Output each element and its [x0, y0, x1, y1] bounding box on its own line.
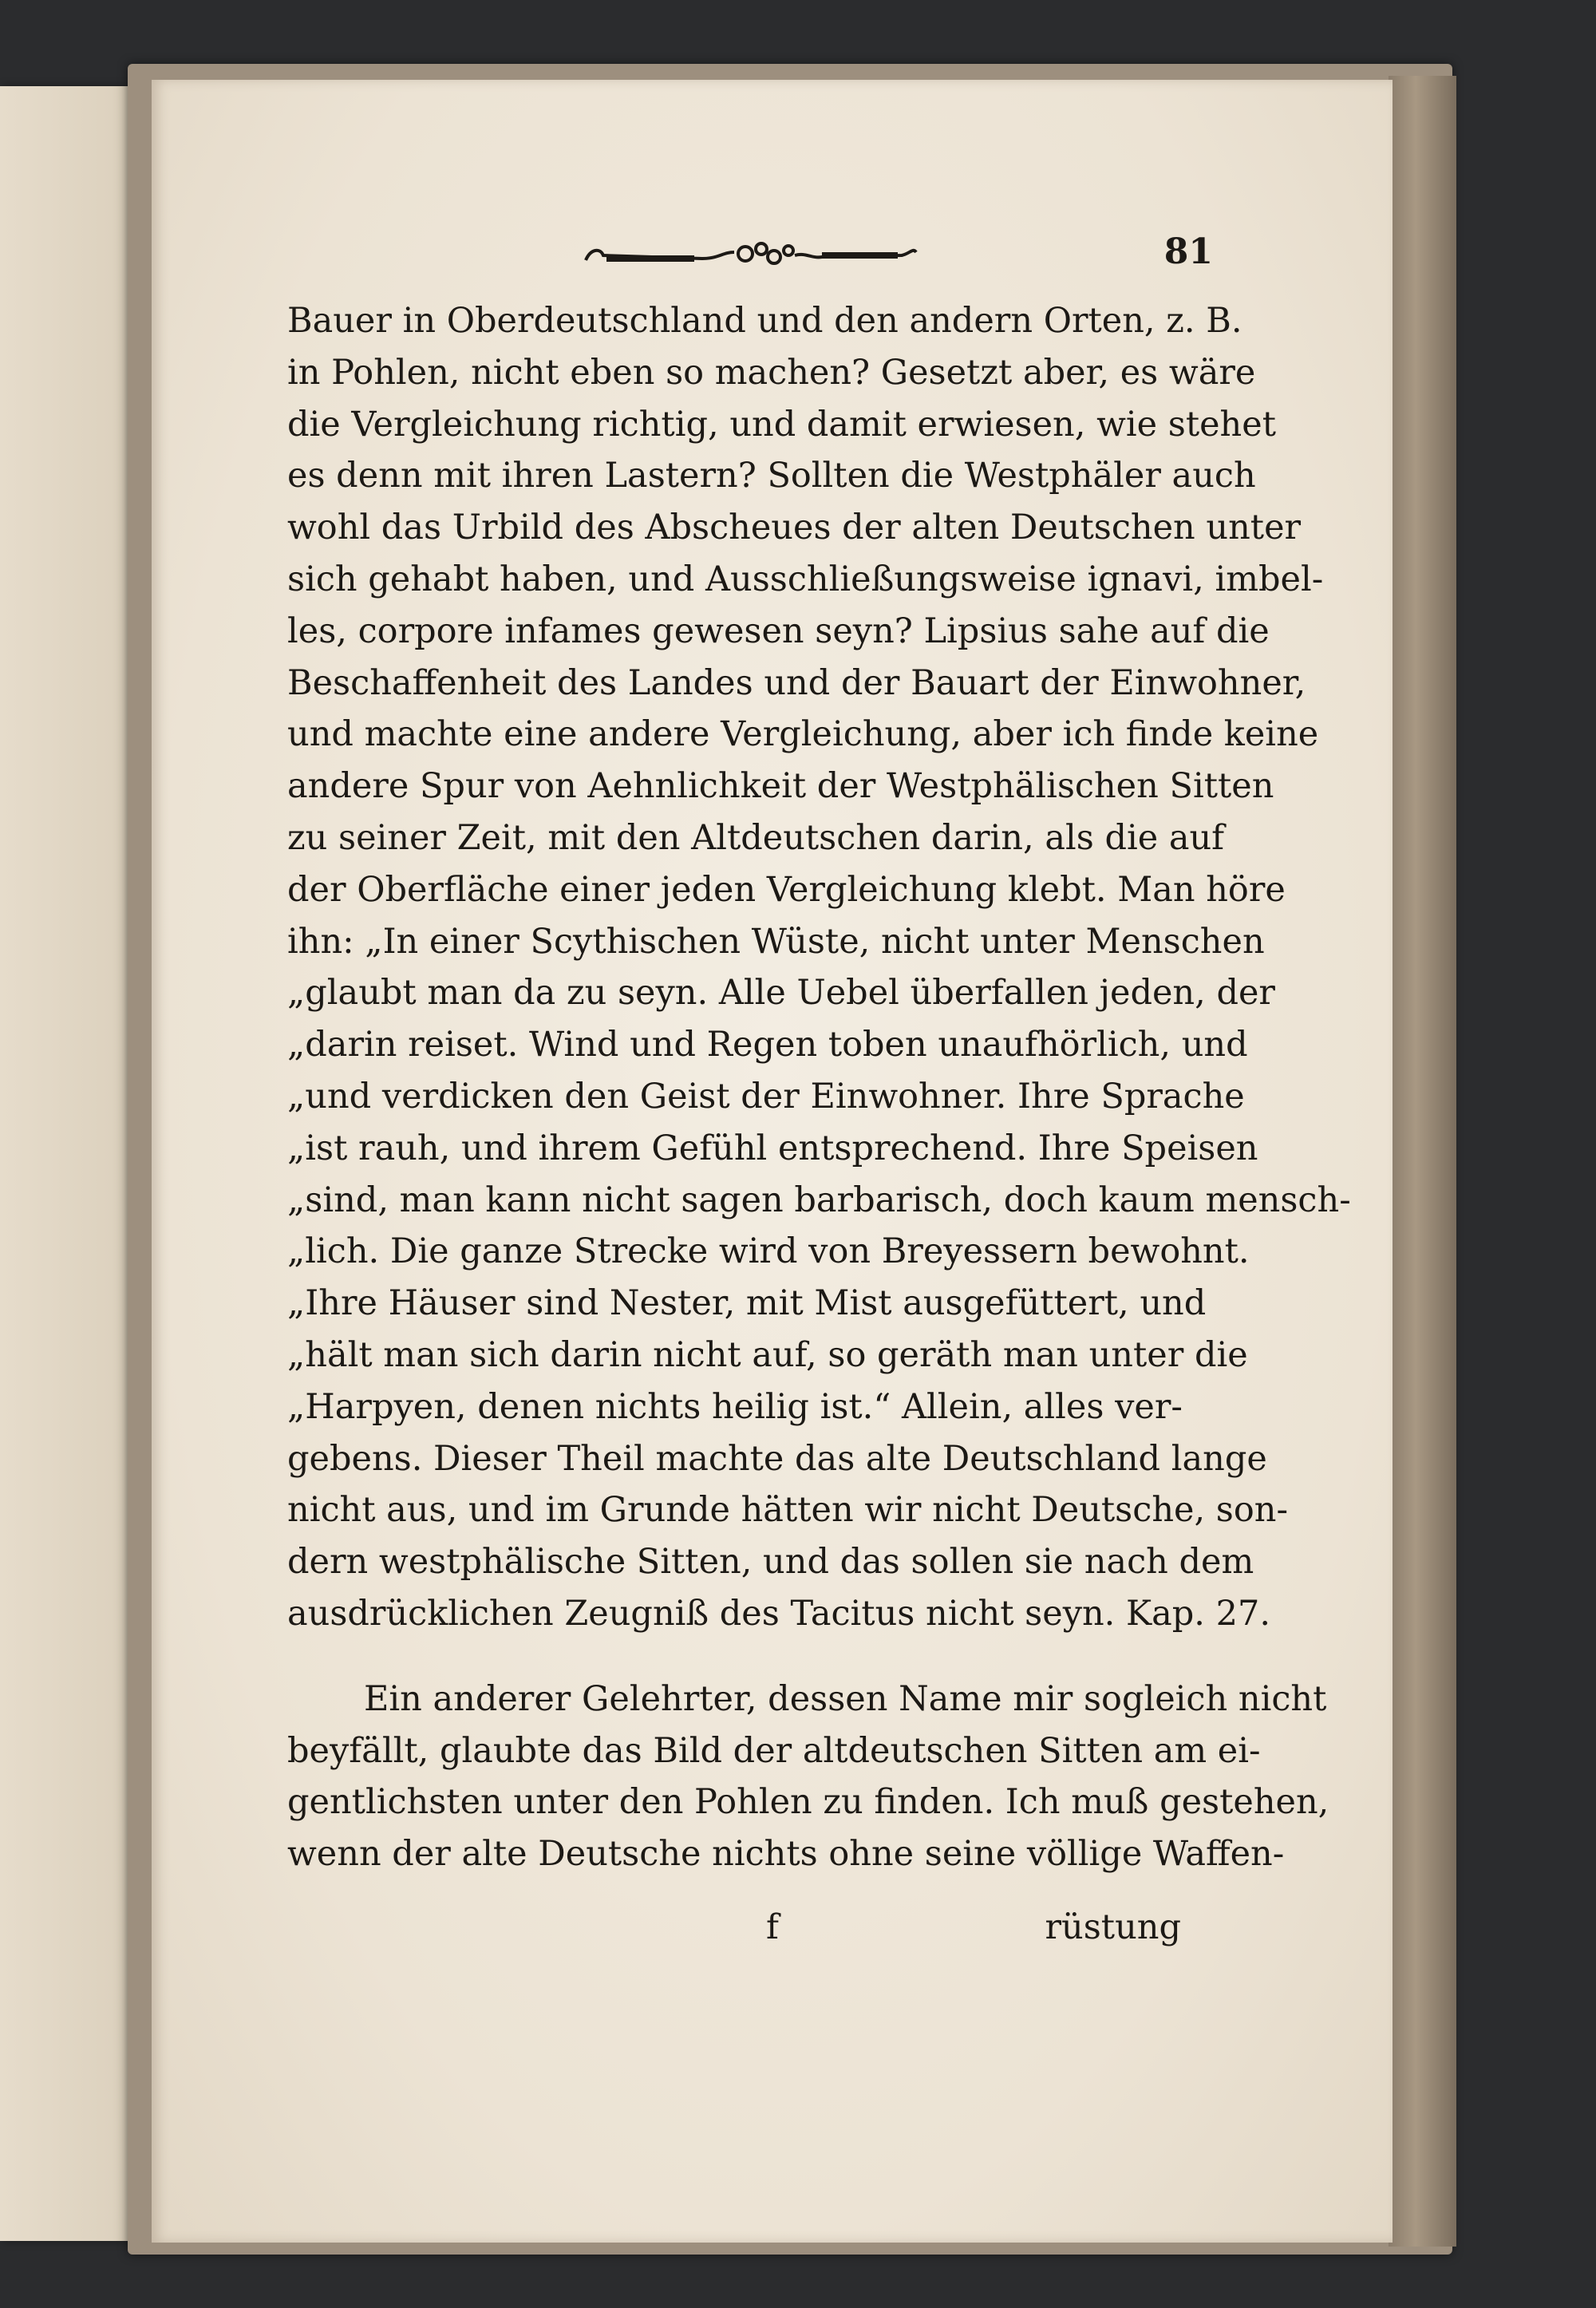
body-text: [287, 295, 1351, 1880]
text-line: wenn der alte Deutsche nichts ohne seine völlige Waffen-: [287, 1834, 1285, 1875]
text-line: Beschaffenheit des Landes und der Bauart der Einwohner,: [287, 662, 1306, 703]
text-line: „Harpyen, denen nichts heilig ist.“ Allein, alles ver-: [287, 1386, 1183, 1427]
text-line: in Pohlen, nicht eben so machen? Gesetzt aber, es wäre: [287, 352, 1256, 393]
text-line: zu seiner Zeit, mit den Altdeutschen darin, als die auf: [287, 817, 1225, 858]
text-line: Bauer in Oberdeutschland und den andern Orten, z. B.: [287, 301, 1242, 341]
text-line: andere Spur von Aehnlichkeit der Westphälischen Sitten: [287, 766, 1274, 807]
text-line: dern westphälische Sitten, und das sollen sie nach dem: [287, 1542, 1254, 1583]
signature-mark: f: [766, 1907, 779, 1947]
text-line: „lich. Die ganze Strecke wird von Breyessern bewohnt.: [287, 1231, 1250, 1272]
text-line: ausdrücklichen Zeugniß des Tacitus nicht seyn. Kap. 27.: [287, 1593, 1271, 1634]
text-line: Ein anderer Gelehrter, dessen Name mir sogleich nicht: [364, 1678, 1327, 1719]
text-line: nicht aus, und im Grunde hätten wir nicht Deutsche, son-: [287, 1490, 1288, 1531]
paragraph-2: [287, 1674, 1329, 1880]
text-line: der Oberfläche einer jeden Vergleichung klebt. Man höre: [287, 869, 1286, 910]
text-line: gentlichsten unter den Pohlen zu finden. Ich muß gestehen,: [287, 1782, 1329, 1823]
left-page-edge: [0, 86, 140, 2241]
text-line: „sind, man kann nicht sagen barbarisch, doch kaum mensch-: [287, 1180, 1351, 1220]
text-line: „ist rauh, und ihrem Gefühl entsprechend. Ihre Speisen: [287, 1128, 1258, 1168]
text-line: „Ihre Häuser sind Nester, mit Mist ausgefüttert, und: [287, 1283, 1207, 1324]
text-line: „darin reiset. Wind und Regen toben unaufhörlich, und: [287, 1025, 1248, 1065]
text-line: les, corpore infames gewesen seyn? Lipsius sahe auf die: [287, 611, 1270, 651]
text-line: sich gehabt haben, und Ausschließungsweise ignavi, imbel-: [287, 559, 1324, 599]
text-line: „und verdicken den Geist der Einwohner. Ihre Sprache: [287, 1076, 1245, 1116]
text-line: „hält man sich darin nicht auf, so geräth man unter die: [287, 1334, 1248, 1375]
page-header: [583, 231, 1213, 279]
text-line: „glaubt man da zu seyn. Alle Uebel überfallen jeden, der: [287, 973, 1275, 1014]
text-line: gebens. Dieser Theil machte das alte Deutschland lange: [287, 1438, 1267, 1479]
text-line: die Vergleichung richtig, und damit erwiesen, wie stehet: [287, 404, 1276, 445]
catchword: rüstung: [1045, 1907, 1181, 1947]
text-line: wohl das Urbild des Abscheues der alten Deutschen unter: [287, 508, 1302, 548]
page-footer: [287, 1907, 1181, 1955]
text-line: und machte eine andere Vergleichung, aber ich finde keine: [287, 714, 1319, 755]
paragraph-1: [287, 295, 1351, 1640]
text-line: beyfällt, glaubte das Bild der altdeutschen Sitten am ei-: [287, 1730, 1261, 1771]
ornament-icon: [583, 238, 918, 273]
text-line: es denn mit ihren Lastern? Sollten die Westphäler auch: [287, 456, 1256, 496]
page-number: 81: [1163, 231, 1213, 272]
right-cover-edge: [1389, 76, 1456, 2247]
text-line: ihn: „In einer Scythischen Wüste, nicht unter Menschen: [287, 921, 1265, 962]
